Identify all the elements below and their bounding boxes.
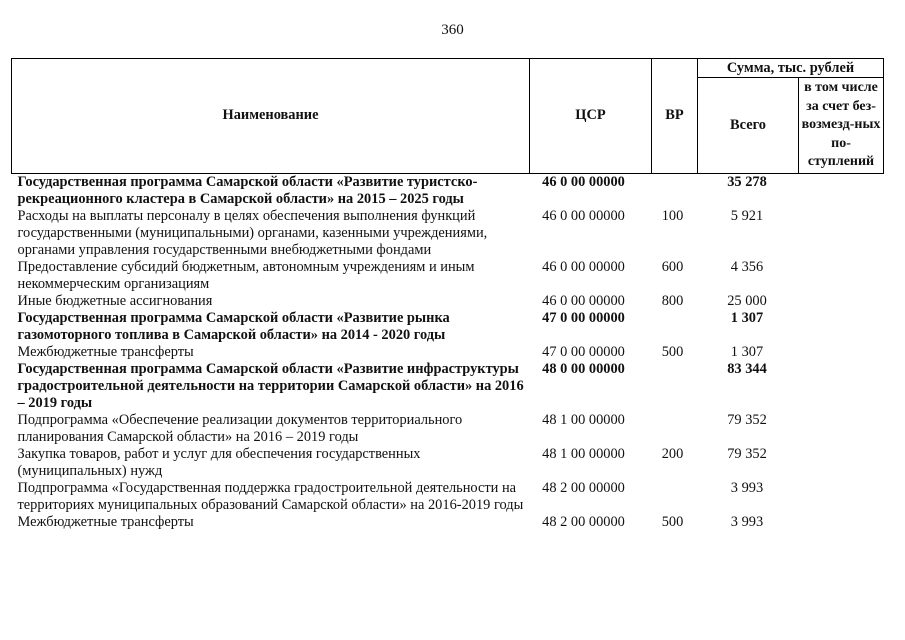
free-receipts-cell: [799, 259, 884, 293]
total-cell: 79 352: [727, 411, 767, 428]
free-receipts-cell: [799, 514, 884, 531]
free-receipts-cell: [799, 344, 884, 361]
table-row: [12, 514, 884, 531]
vr-cell: [652, 361, 698, 412]
total-cell: 4 356: [730, 258, 764, 275]
name-cell: Расходы на выплаты персоналу в целях обеспечения выполнения функций государственными (муниципальными) органами, казенными учреждениями, органами управления государственными внебюджетными фондами: [17, 207, 488, 258]
csr-cell: 47 0 00 00000: [542, 343, 625, 360]
csr-cell: 48 2 00 00000: [542, 513, 625, 530]
total-cell: 1 307: [730, 309, 764, 326]
header-name: Наименование: [12, 59, 530, 174]
free-receipts-cell: [799, 446, 884, 480]
vr-cell: 200: [661, 445, 684, 462]
name-cell: Иные бюджетные ассигнования: [17, 292, 213, 309]
csr-cell: 47 0 00 00000: [542, 309, 625, 326]
table-body: [12, 173, 884, 531]
vr-cell: 100: [661, 207, 684, 224]
budget-table: [11, 58, 884, 531]
total-cell: 35 278: [698, 173, 799, 208]
table-row: [12, 446, 884, 480]
table-row: [12, 480, 884, 514]
table-row: [12, 208, 884, 259]
vr-cell: 500: [661, 513, 684, 530]
table-row: [12, 412, 884, 446]
name-cell: Государственная программа Самарской области «Развитие туристско-рекреационного кластера в Самарской области» на 2015 – 2025 годы: [12, 173, 530, 208]
total-cell: 79 352: [727, 445, 767, 462]
vr-cell: 600: [661, 258, 684, 275]
name-cell: Подпрограмма «Обеспечение реализации документов территориального планирования Самарской области» на 2016 – 2019 годы: [17, 411, 463, 445]
free-receipts-cell: [799, 480, 884, 514]
name-cell: Предоставление субсидий бюджетным, автономным учреждениям и иным некоммерческим организациям: [17, 258, 475, 292]
vr-cell: 500: [661, 343, 684, 360]
table-row: [12, 173, 884, 208]
name-cell: Межбюджетные трансферты: [17, 343, 194, 360]
csr-cell: 48 0 00 00000: [542, 360, 625, 377]
header-total: Всего: [698, 78, 799, 174]
table-row: [12, 310, 884, 344]
header-vr: ВР: [652, 59, 698, 174]
name-cell: Государственная программа Самарской области «Развитие инфраструктуры градостроительной деятельности на территории Самарской области» на 2016 – 2019 годы: [17, 360, 524, 411]
vr-cell: [652, 173, 698, 208]
csr-cell: 48 2 00 00000: [542, 479, 625, 496]
table-row: [12, 293, 884, 310]
free-receipts-cell: [799, 293, 884, 310]
header-csr: ЦСР: [530, 59, 652, 174]
free-receipts-cell: [799, 208, 884, 259]
vr-cell: 800: [661, 292, 684, 309]
csr-cell: 48 1 00 00000: [542, 445, 625, 462]
page-number: 360: [441, 22, 464, 38]
free-receipts-cell: [799, 412, 884, 446]
vr-cell: [652, 480, 698, 514]
total-cell: 83 344: [727, 360, 767, 377]
total-cell: 3 993: [730, 513, 764, 530]
csr-cell: 48 1 00 00000: [542, 411, 625, 428]
vr-cell: [652, 412, 698, 446]
free-receipts-cell: [799, 361, 884, 412]
total-cell: 25 000: [727, 292, 767, 309]
total-cell: 3 993: [730, 479, 764, 496]
free-receipts-cell: [799, 173, 884, 208]
name-cell: Межбюджетные трансферты: [17, 513, 194, 530]
table-row: [12, 259, 884, 293]
table-row: [12, 361, 884, 412]
table-row: [12, 344, 884, 361]
csr-cell: 46 0 00 00000: [542, 258, 625, 275]
csr-cell: 46 0 00 00000: [542, 292, 625, 309]
vr-cell: [652, 310, 698, 344]
name-cell: Закупка товаров, работ и услуг для обеспечения государственных (муниципальных) нужд: [17, 445, 421, 479]
header-free-receipts: в том числе за счет без-возмезд-ных по-ступлений: [799, 78, 884, 174]
total-cell: 5 921: [730, 207, 764, 224]
free-receipts-cell: [799, 310, 884, 344]
header-sum: Сумма, тыс. рублей: [698, 59, 884, 78]
csr-cell: 46 0 00 00000: [542, 207, 625, 224]
total-cell: 1 307: [730, 343, 764, 360]
csr-cell: 46 0 00 00000: [530, 173, 652, 208]
name-cell: Подпрограмма «Государственная поддержка градостроительной деятельности на территориях муниципальных образований Самарской области» на 2016-2019 годы: [17, 479, 524, 513]
name-cell: Государственная программа Самарской области «Развитие рынка газомоторного топлива в Самарской области» на 2014 - 2020 годы: [17, 309, 450, 343]
